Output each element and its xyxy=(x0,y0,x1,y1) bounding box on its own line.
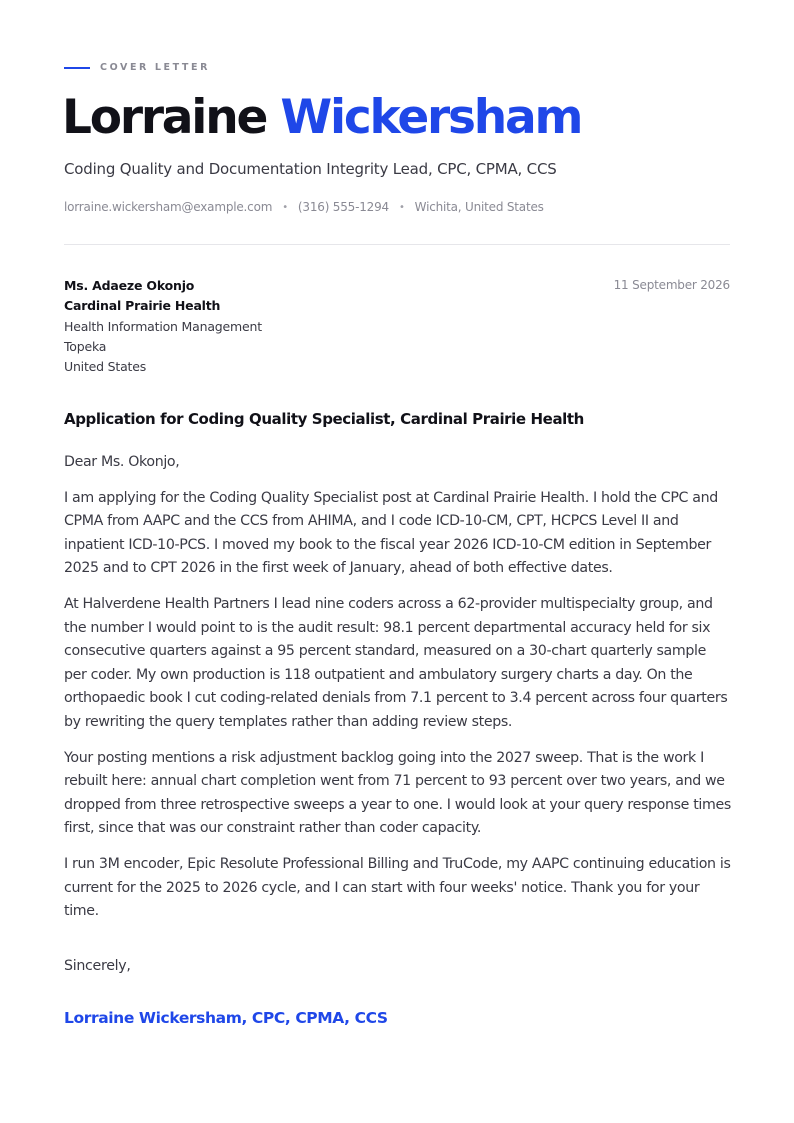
body-paragraph: At Halverdene Health Partners I lead nine coders across a 62-provider multispecialty group, and the number I would point to is the audit result: 98.1 percent departmental accuracy held for six consecutive quarters against a 95 percent standard, measured on a 30-chart quarterly sample per coder. My own production is 118 outpatient and ambulatory surgery charts a day. On the orthopaedic book I cut coding-related denials from 7.1 percent to 3.4 percent across four quarters by rewriting the query templates rather than adding review steps. xyxy=(64,595,728,730)
recipient-country: United States xyxy=(64,359,147,375)
salutation: Dear Ms. Okonjo, xyxy=(64,454,180,470)
contact-email[interactable]: lorraine.wickersham@example.com xyxy=(64,200,273,214)
contact-phone[interactable]: (316) 555-1294 xyxy=(297,200,389,214)
recipient-organization: Cardinal Prairie Health xyxy=(64,298,221,314)
contact-separator: • xyxy=(282,201,288,213)
signature: Lorraine Wickersham, CPC, CPMA, CCS xyxy=(64,1009,388,1027)
contact-separator: • xyxy=(398,201,405,213)
recipient-city: Topeka xyxy=(64,338,107,354)
letter-date: 11 September 2026 xyxy=(613,278,730,292)
document-type-label: COVER LETTER xyxy=(100,62,210,73)
body-paragraph: I am applying for the Coding Quality Specialist post at Cardinal Prairie Health. I hold the CPC and CPMA from AAPC and the CCS from AHIMA, and I code ICD-10-CM, CPT, HCPCS Level II and inpatient ICD-10-PCS. I moved my book to the fiscal year 2026 ICD-10-CM edition in September 2025 and to CPT 2026 in the first week of January, ahead of both effective dates. xyxy=(64,489,718,577)
recipient-block xyxy=(64,276,262,377)
closing: Sincerely, xyxy=(64,958,131,974)
recipient-name: Ms. Adaeze Okonjo xyxy=(64,278,195,293)
document-eyebrow xyxy=(64,62,210,73)
contact-line xyxy=(64,200,544,214)
applicant-first-name: Lorraine xyxy=(62,90,267,145)
applicant-name xyxy=(62,88,581,148)
header-divider xyxy=(64,244,730,245)
body-paragraph: Your posting mentions a risk adjustment backlog going into the 2027 sweep. That is the work I rebuilt here: annual chart completion went from 71 percent to 93 percent over two years, and we dropped from three retrospective sweeps a year to one. I would look at your query response times first, since that was our constraint rather than coder capacity. xyxy=(64,749,731,837)
accent-rule xyxy=(64,67,90,69)
applicant-headline: Coding Quality and Documentation Integrity Lead, CPC, CPMA, CCS xyxy=(64,160,557,178)
recipient-department: Health Information Management xyxy=(64,318,262,334)
letter-body xyxy=(64,451,732,936)
contact-location: Wichita, United States xyxy=(414,200,544,214)
letter-subject: Application for Coding Quality Specialist, Cardinal Prairie Health xyxy=(64,410,584,428)
body-paragraph: I run 3M encoder, Epic Resolute Professional Billing and TruCode, my AAPC continuing education is current for the 2025 to 2026 cycle, and I can start with four weeks' notice. Thank you for your time. xyxy=(64,855,731,920)
applicant-last-name: Wickersham xyxy=(280,90,582,145)
